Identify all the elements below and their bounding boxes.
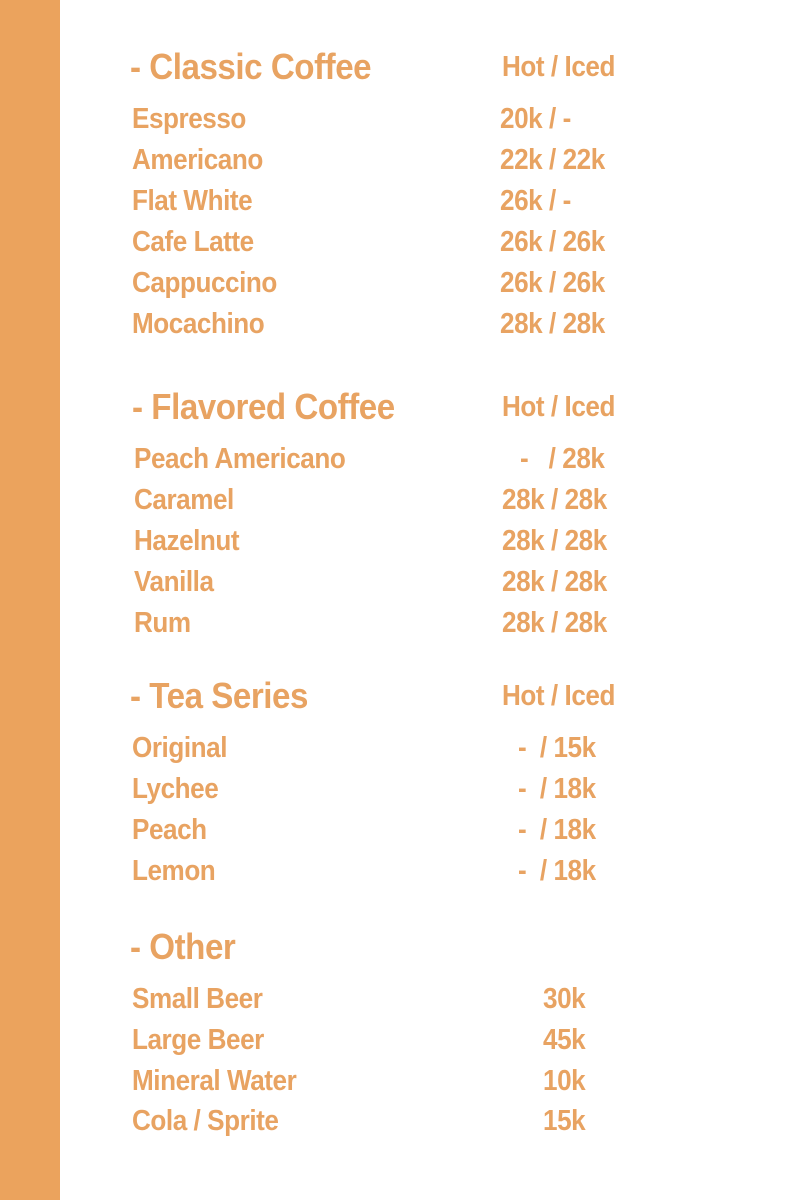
menu-item-name: Mocachino	[132, 308, 265, 340]
menu-item-name: Americano	[132, 144, 263, 176]
menu-item-price: 28k / 28k	[502, 525, 607, 557]
menu-item-price: 28k / 28k	[500, 308, 605, 340]
menu-item-price: 26k / 26k	[500, 267, 605, 299]
menu-item-price: 10k	[543, 1065, 586, 1097]
menu-item-price: 45k	[543, 1024, 586, 1056]
menu-item-price: 26k / 26k	[500, 226, 605, 258]
section-title-flavored-coffee: - Flavored Coffee	[132, 386, 395, 427]
menu-item-name: Rum	[134, 607, 191, 639]
menu-item-price: 28k / 28k	[502, 566, 607, 598]
menu-item-name: Flat White	[132, 185, 253, 217]
menu-item-name: Cafe Latte	[132, 226, 254, 258]
menu-item-name: Caramel	[134, 484, 234, 516]
menu-item-price: 26k / -	[500, 185, 571, 217]
section-title-tea-series: - Tea Series	[130, 675, 308, 716]
column-header-hot-iced: Hot / Iced	[502, 391, 615, 423]
menu-item-price: - / 18k	[518, 814, 596, 846]
menu-item-price: - / 18k	[518, 773, 596, 805]
menu-item-price: 28k / 28k	[502, 484, 607, 516]
menu-item-name: Lychee	[132, 773, 219, 805]
menu-item-price: 28k / 28k	[502, 607, 607, 639]
menu-item-name: Mineral Water	[132, 1065, 297, 1097]
menu-item-name: Hazelnut	[134, 525, 240, 557]
column-header-hot-iced: Hot / Iced	[502, 680, 615, 712]
menu-item-name: Peach Americano	[134, 443, 346, 475]
menu-item-price: 30k	[543, 983, 586, 1015]
column-header-hot-iced: Hot / Iced	[502, 51, 615, 83]
menu-item-name: Peach	[132, 814, 207, 846]
menu-item-price: 15k	[543, 1105, 586, 1137]
section-title-classic-coffee: - Classic Coffee	[130, 46, 372, 87]
section-title-other: - Other	[130, 926, 236, 967]
menu-item-name: Large Beer	[132, 1024, 264, 1056]
menu-item-name: Lemon	[132, 855, 216, 887]
menu-item-name: Small Beer	[132, 983, 263, 1015]
menu-item-price: 20k / -	[500, 103, 571, 135]
menu-item-price: - / 28k	[520, 443, 605, 475]
menu-item-name: Vanilla	[134, 566, 214, 598]
menu-item-name: Cappuccino	[132, 267, 277, 299]
menu-item-name: Original	[132, 732, 228, 764]
menu-item-price: - / 18k	[518, 855, 596, 887]
menu-item-price: - / 15k	[518, 732, 596, 764]
menu-item-name: Cola / Sprite	[132, 1105, 279, 1137]
menu-item-name: Espresso	[132, 103, 246, 135]
menu-item-price: 22k / 22k	[500, 144, 605, 176]
